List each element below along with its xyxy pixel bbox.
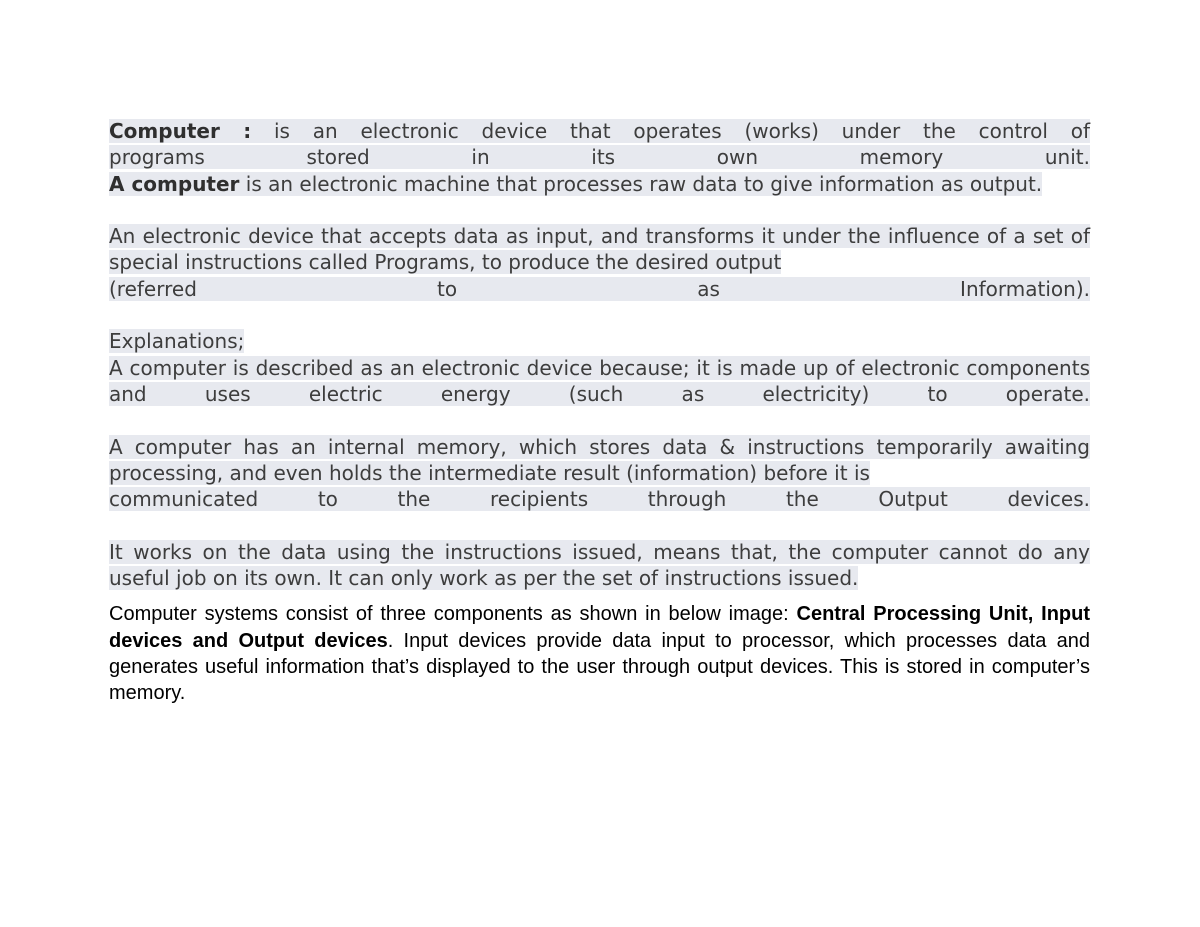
definition-line-3: A computer is an electronic machine that processes raw data to give information as output. [109, 171, 1043, 196]
term-computer: Computer : [109, 119, 252, 143]
memory-text-end: communicated to the recipients through the Output devices. [109, 487, 1090, 512]
explanations-text: A computer is described as an electronic device because; it is made up of electronic components and uses electric energy (such as electricity) to operate. [109, 355, 1090, 406]
term-a-computer: A computer [109, 171, 240, 196]
definition-line-1: Computer : is an electronic device that operates (works) under the control of [109, 119, 1091, 143]
works-block [109, 539, 1090, 592]
memory-block [109, 434, 1090, 513]
explanations-block [109, 328, 1090, 407]
systems-components-bold: Central Processing Unit, Input devices and Output devices [109, 603, 1091, 652]
accepts-block [109, 223, 1090, 302]
memory-text-main: A computer has an internal memory, which stores data & instructions temporarily awaiting processing, and even holds the intermediate result (information) before it is [109, 434, 1090, 485]
definition-block [109, 118, 1090, 197]
works-text: It works on the data using the instructions issued, means that, the computer cannot do any useful job on its own. It can only work as per the set of instructions issued. [109, 539, 1090, 591]
systems-paragraph: Computer systems consist of three components as shown in below image: Central Processing Unit, Input devices and Output devices. Input devices provide data input to processor, which processes data and generates useful information that’s displayed to the user through output devices. This is stored in computer’s memory. [109, 603, 1091, 704]
accepts-text-main: An electronic device that accepts data as input, and transforms it under the influence of a set of special instructions called Programs, to produce the desired output [109, 224, 1090, 275]
document-page [109, 118, 1090, 706]
explanations-heading: Explanations; [109, 329, 245, 354]
definition-line-2: programs stored in its own memory unit. [109, 145, 1090, 170]
accepts-text-end: (referred to as Information). [109, 276, 1090, 301]
